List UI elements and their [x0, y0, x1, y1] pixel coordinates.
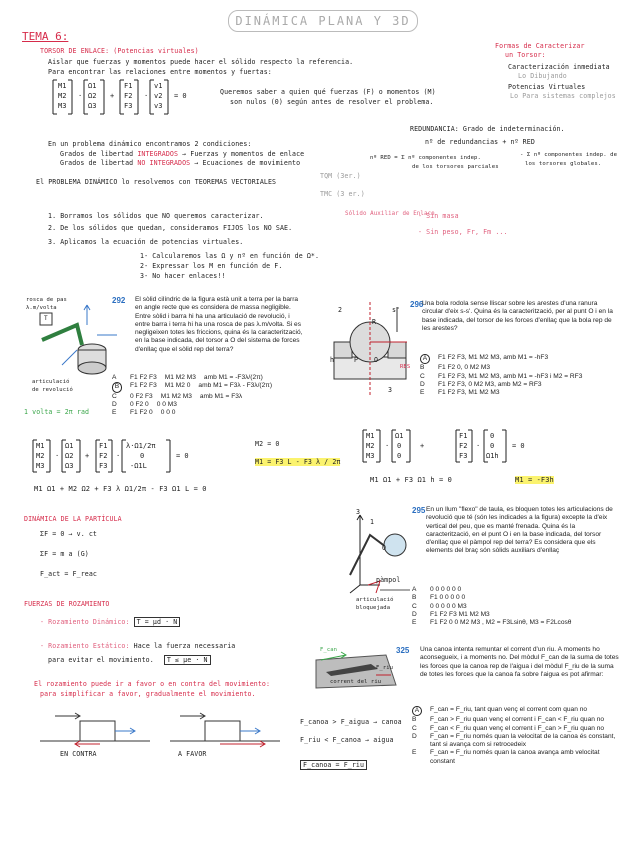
p296-option-a[interactable]: A F1 F2 F3, M1 M2 M3, amb M1 = -hF3 [420, 354, 620, 364]
dinamica-l3: F_act = F_reac [40, 570, 97, 578]
p325-eq2: F_riu < F_canoa → aigua [300, 736, 394, 744]
p325-option-e[interactable]: E F_can = F_riu només quan la canoa avança amb velocitat constant [412, 749, 600, 765]
torsor-desc1: Queremos saber a quien qué fuerzas (F) o momentos (M) [220, 88, 436, 96]
p292-text: El sòlid cilíndric de la figura està unit a terra per la barra en angle recte que es considera de massa negligible. Entre sòlid i barra hi ha una articulació de revolució, i entre barra i terra hi ha una rosca de pas λ.m/volta. Si es negligeixen totes les friccions, quina és la caracterització, en la base indicada, del torsor a O del sistema de forces d'enllaç que el sòlid rep del terra? [135, 296, 303, 353]
torsor-line1: Aislar que fuerzas y momentos puede hacer el sólido respecto la referencia. [48, 58, 354, 66]
p325-text: Una canoa intenta remuntar el corrent d'un riu. A moments ho aconsegueix, i a moments no. Del mòdul F_can de la suma de totes les forces que la canoa rep de l'aigua i del mòdul F_riu de la suma de totes les forces que la canoa fa sobre l'aigua es pot afirmar: [420, 646, 619, 678]
p296-option-c[interactable]: C F1 F2 F3, M1 M2 M3, amb M1 = -hF3 i M2 = RF3 [420, 372, 583, 380]
p296-text: Una bola rodola sense lliscar sobre les arestes d'una ranura circular d'eix s-s'. Quina és la caracterització, per al punt O i en la base indicada, del torsor de les forces d'enllaç que la bola rep de les arestes? [422, 300, 613, 332]
figure-296 [312, 302, 412, 402]
redundancia-line3b: de los torsores parciales [412, 164, 499, 170]
friction-caption-contra: EN CONTRA [60, 750, 97, 758]
p296-option-d[interactable]: D F1 F2 F3, 0 M2 M3, amb M2 = RF3 [420, 380, 542, 388]
svg-text:Ω2: Ω2 [88, 92, 97, 100]
p292-options [112, 374, 307, 417]
rozamiento-l1 [40, 618, 180, 626]
problema-g2a: Grados de libertad [60, 159, 134, 167]
step-3: 3. Aplicamos la ecuación de potencias virtuales. [48, 238, 244, 246]
problema-g2c: Ecuaciones de movimiento [202, 159, 301, 167]
redundancia-line3a: nº RED = Σ nº componentes indep. [370, 155, 481, 161]
svg-text:M2: M2 [58, 92, 67, 100]
fig292-label5: de revolució [32, 387, 73, 393]
fig296-label-h: h [330, 356, 335, 364]
svg-text:F3: F3 [459, 452, 468, 460]
fig296-label-s: s' [392, 306, 401, 314]
svg-text:λ·Ω1/2π: λ·Ω1/2π [126, 442, 156, 450]
formas-item2b: Lo Para sistemas complejos [510, 92, 616, 100]
svg-text:Ω3: Ω3 [65, 462, 74, 470]
svg-text:v3: v3 [154, 102, 163, 110]
svg-text:+: + [85, 452, 90, 460]
svg-text:Ω1: Ω1 [65, 442, 74, 450]
svg-text:F1: F1 [124, 82, 133, 90]
problema-g1: Grados de libertad INTEGRADOS → Fuerzas y momentos de enlace [60, 150, 305, 158]
problema-g1c: Fuerzas y momentos de enlace [190, 150, 305, 158]
torsor-line2: Para encontrar las relaciones entre momentos y fuertas: [48, 68, 272, 76]
svg-text:M2: M2 [366, 442, 375, 450]
p292-option-d[interactable]: D 0 F2 0 0 0 M3 [112, 400, 177, 408]
p295-option-b[interactable]: B F1 0 0 0 0 0 [412, 594, 466, 602]
problema-resolve: El PROBLEMA DINÁMICO lo resolvemos con TEOREMAS VECTORIALES [36, 178, 277, 186]
svg-text:F1: F1 [459, 432, 468, 440]
rozamiento-l1b: T = μd · N [134, 617, 181, 627]
fig295-label-3: 3 [356, 508, 361, 516]
svg-text:+: + [420, 442, 425, 450]
svg-text:-Ω1L: -Ω1L [130, 462, 147, 470]
svg-text:M2: M2 [36, 452, 45, 460]
problema-g1a: Grados de libertad [60, 150, 134, 158]
fig296-label-res: RES [400, 364, 411, 370]
fig296-label-2: 2 [338, 306, 343, 314]
p295-option-e[interactable]: E F1 F2 0 0 M2 M3 , M2 = F3Lsinθ, M3 = F2Lcosθ [412, 619, 572, 627]
fig296-label-O: O [374, 356, 379, 364]
svg-text:0: 0 [397, 442, 402, 450]
fig325-label-fcan: F_can [320, 647, 338, 653]
problema-g1b: INTEGRADOS [137, 150, 179, 158]
p292-matrix [30, 438, 260, 478]
rozamiento-l2c-row [48, 656, 211, 664]
p296-matrix [360, 428, 580, 468]
svg-text:·: · [385, 442, 390, 450]
fig295-label-articulacio: articulació bloquejada [356, 597, 394, 612]
fig292-label2: λ.m/volta [26, 305, 57, 311]
step-2b: Sólido Auxiliar de Enlace [345, 211, 435, 217]
p325-eq3: F_canoa = F_riu [300, 760, 367, 770]
rozamiento-l1a: - Rozamiento Dinámico: [40, 618, 130, 626]
redundancia-line3d: los torsores globales. [525, 161, 602, 167]
p295-option-c[interactable]: C 0 0 0 0 0 M3 [412, 602, 467, 610]
svg-text:Ω1h: Ω1h [486, 452, 499, 460]
svg-text:M1: M1 [366, 432, 375, 440]
svg-text:0: 0 [140, 452, 145, 460]
step-2: 2. De los sólidos que quedan, consideramos FIJOS los NO SAE. [48, 224, 293, 232]
rozamiento-note2: para simplificar a favor, gradualmente el movimiento. [40, 690, 256, 698]
svg-text:= 0: = 0 [176, 452, 189, 460]
fig325-label-friu: F_riu [376, 665, 394, 671]
formas-item2: Potencias Virtuales [508, 83, 586, 91]
fig295-label-O: O [382, 544, 387, 552]
p292-option-a[interactable]: A F1 F2 F3 M1 M2 M3 amb M1 = -F3λ/(2π) [112, 374, 263, 381]
svg-text:M3: M3 [366, 452, 375, 460]
svg-text:F3: F3 [99, 462, 108, 470]
friction-diagrams [40, 706, 280, 756]
p325-option-b[interactable]: B F_can > F_riu quan venç el corrent i F_can < F_riu quan no [412, 716, 605, 724]
rozamiento-note1: El rozamiento puede ir a favor o en contra del movimiento: [34, 680, 271, 688]
formas-title1: Formas de Caracterizar [495, 42, 585, 50]
svg-text:·: · [476, 442, 481, 450]
svg-text:+: + [110, 92, 115, 100]
svg-text:v1: v1 [154, 82, 163, 90]
rozamiento-l2 [40, 642, 235, 650]
p325-option-a[interactable]: A F_can = F_riu, tant quan venç el corrent com quan no [412, 706, 620, 716]
step-sub2: 2- Expressar los M en función de F. [140, 262, 283, 270]
svg-text:= 0: = 0 [174, 92, 187, 100]
p296-res: M1 = -F3h [515, 476, 554, 484]
rozamiento-heading: FUERZAS DE ROZAMIENTO [24, 600, 110, 608]
step-brace2: - Sin peso, Fr, Fm ... [418, 228, 508, 236]
rozamiento-l2c: para evitar el movimiento. [48, 656, 154, 664]
svg-text:Ω2: Ω2 [65, 452, 74, 460]
p296-option-e[interactable]: E F1 F2 F3, M1 M2 M3 [420, 389, 500, 397]
formas-title2: un Torsor: [505, 51, 546, 59]
problema-tqm: TQM (3er.) [320, 172, 361, 180]
fig295-label-1: 1 [370, 518, 375, 526]
svg-text:M3: M3 [58, 102, 67, 110]
rozamiento-l2b: Hace la fuerza necessaria [133, 642, 236, 650]
friction-caption-favor: A FAVOR [178, 750, 207, 758]
fig296-label-3: 3 [388, 386, 393, 394]
rozamiento-l2d: T ≤ μe · N [164, 655, 211, 665]
p325-option-c[interactable]: C F_can < F_riu quan venç el corrent i F_can > F_riu quan no [412, 724, 605, 732]
svg-text:M3: M3 [36, 462, 45, 470]
svg-text:M1: M1 [36, 442, 45, 450]
rozamiento-l2a: - Rozamiento Estático: [40, 642, 130, 650]
p325-number: 325 [396, 646, 410, 655]
fig292-label3: T [44, 315, 48, 322]
svg-text:·: · [116, 452, 121, 460]
p292-option-e[interactable]: E F1 F2 0 0 0 0 [112, 409, 176, 417]
p325-options [412, 706, 620, 766]
p325-eq1: F_canoa > F_aigua → canoa [300, 718, 402, 726]
torsor-desc2: son nulos (0) según antes de resolver el problema. [230, 98, 434, 106]
step-1: 1. Borramos los sólidos que NO queremos caracterizar. [48, 212, 264, 220]
p295-option-d[interactable]: D F1 F2 F3 M1 M2 M3 [412, 610, 490, 618]
p296-number: 296 [410, 300, 424, 309]
redundancia-line1: REDUNDANCIA: Grado de indeterminación. [410, 125, 565, 133]
page-title: DINÁMICA PLANA Y 3D [228, 10, 418, 32]
svg-text:Ω3: Ω3 [88, 102, 97, 110]
p296-options [420, 354, 620, 397]
dinamica-l2: ΣF = m a (G) [40, 550, 89, 558]
svg-text:Ω1: Ω1 [395, 432, 404, 440]
svg-text:0: 0 [490, 442, 495, 450]
p292-res1: M2 = 0 [255, 440, 280, 448]
torsor-heading: TORSOR DE ENLACE: (Potencias virtuales) [40, 47, 199, 55]
fig296-label-P: P [354, 356, 359, 364]
formas-item1b: Lo Dibujando [518, 72, 567, 80]
problema-g2: Grados de libertad NO INTEGRADOS → Ecuaciones de movimiento [60, 159, 301, 167]
fig295-label-pampol: pàmpol [376, 576, 401, 584]
p295-number: 295 [412, 506, 426, 515]
p292-number: 292 [112, 296, 126, 305]
svg-text:Ω1: Ω1 [88, 82, 97, 90]
svg-text:0: 0 [397, 452, 402, 460]
fig292-label6: 1 volta = 2π rad [24, 408, 90, 416]
problema-tmc: TMC (3 er.) [320, 190, 365, 198]
svg-text:v2: v2 [154, 92, 163, 100]
tema-label: TEMA 6: [22, 30, 69, 43]
formas-item1: Caracterización inmediata [508, 63, 610, 71]
svg-text:F2: F2 [124, 92, 133, 100]
p295-option-a[interactable]: A 0 0 0 0 0 0 [412, 586, 462, 593]
svg-text:·: · [55, 452, 60, 460]
fig296-label-R: R [372, 318, 377, 326]
svg-text:·: · [144, 92, 149, 100]
p325-option-d[interactable]: D F_can = F_riu només quan la velocitat de la canoa és constant, tant si avança com si retrocedeix [412, 732, 616, 749]
p296-eq: M1 Ω1 + F3 Ω1 h = 0 [370, 476, 452, 484]
p292-res2: M1 = F3 L - F3 λ / 2π [255, 458, 341, 466]
p295-text: En un llum "flexo" de taula, es bloquen totes les articulacions de revolució que té (són les indicades a la figura) excepte la d'eix vertical del peu, que es manté frenada. Quina és la caracterització, en el punt O i en la base indicada, del torsor d'enllaç que el pàmpol rep del terra? Es considera que els elements del braç són sòlids auxiliars d'enllaç [426, 506, 613, 555]
svg-text:M1: M1 [58, 82, 67, 90]
p292-option-b[interactable]: B F1 F2 F3 M1 M2 0 amb M1 = F3λ - F3λ/(2π) [112, 382, 307, 392]
problema-g2b: NO INTEGRADOS [137, 159, 191, 167]
dinamica-l1: ΣF = 0 → v. ct [40, 530, 97, 538]
p295-options [412, 586, 622, 627]
step-sub1: 1- Calcularemos las Ω y nº en función de Ω*. [140, 252, 320, 260]
svg-text:F3: F3 [124, 102, 133, 110]
fig292-label1: rosca de pas [26, 297, 67, 303]
svg-text:F2: F2 [459, 442, 468, 450]
fig325-label-corrent: corrent del riu [330, 679, 382, 685]
svg-text:·: · [78, 92, 83, 100]
step-brace1: - Sin masa [418, 212, 459, 220]
svg-text:F1: F1 [99, 442, 108, 450]
fig292-label4: articulació [32, 379, 70, 385]
redundancia-line2: nº de redundancias + nº RED [425, 138, 535, 146]
redundancia-line3c: - Σ nº componentes indep. de [520, 152, 618, 158]
svg-text:0: 0 [490, 432, 495, 440]
p296-option-b[interactable]: B F1 F2 0, 0 M2 M3 [420, 364, 491, 372]
torsor-matrix [50, 78, 250, 118]
svg-text:= 0: = 0 [512, 442, 525, 450]
problema-line1: En un problema dinámico encontramos 2 condiciones: [48, 140, 252, 148]
p292-option-c[interactable]: C 0 F2 F3 M1 M2 M3 amb M1 = F3λ [112, 392, 243, 400]
dinamica-heading: DINÁMICA DE LA PARTÍCULA [24, 515, 122, 523]
p292-eq: M1 Ω1 + M2 Ω2 + F3 λ Ω1/2π - F3 Ω1 L = 0 [34, 485, 207, 493]
figure-295 [340, 505, 420, 605]
step-sub3: 3- No hacer enlaces!! [140, 272, 226, 280]
svg-text:F2: F2 [99, 452, 108, 460]
